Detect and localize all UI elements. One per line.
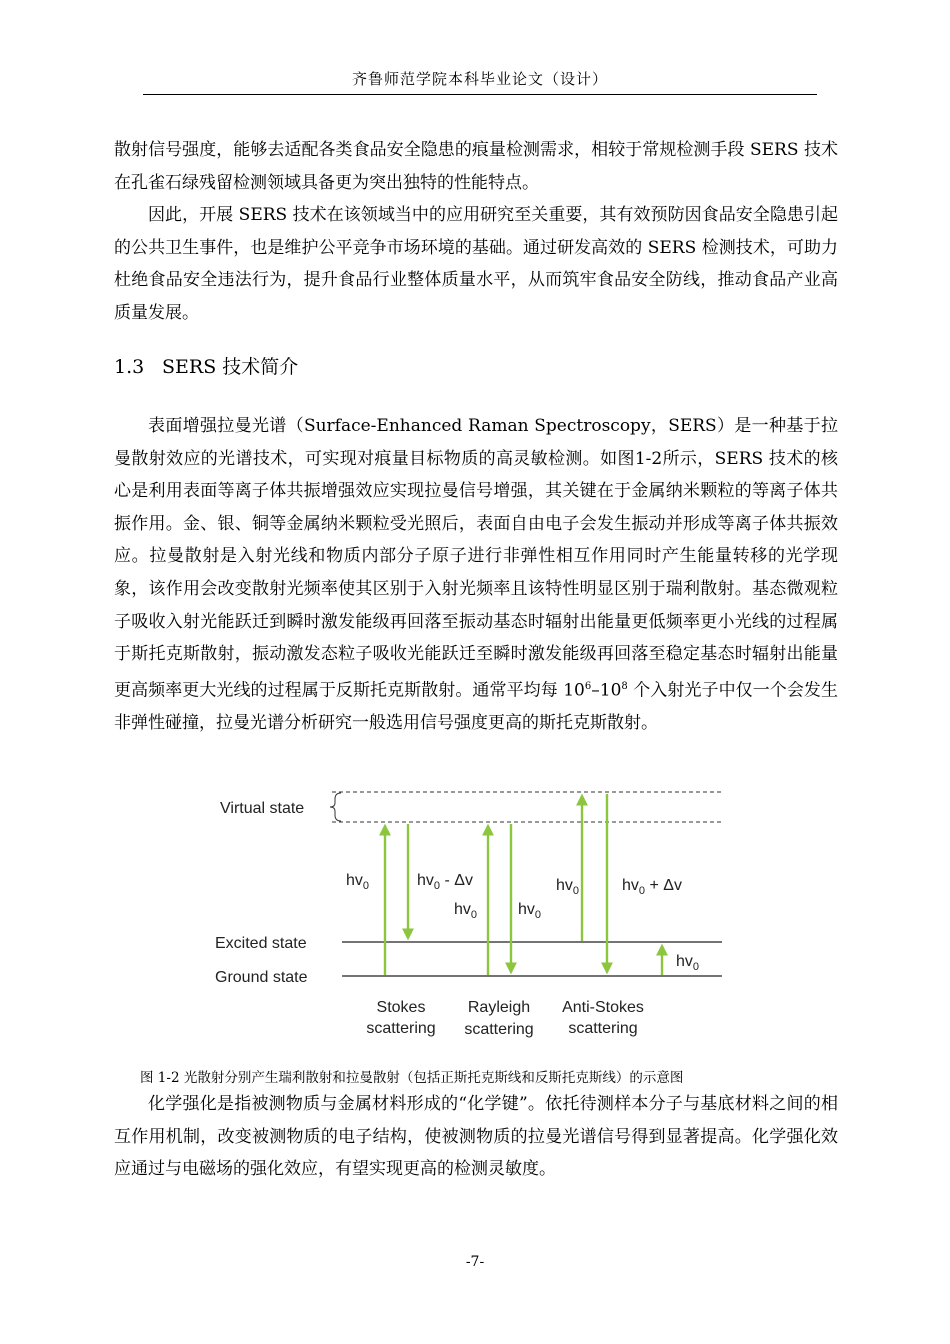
rayleigh-label-line1: Rayleigh (467, 999, 531, 1016)
rayleigh-hv0-out-label: $hv_0$ (518, 901, 542, 921)
virtual-state-label: Virtual state (220, 800, 305, 817)
paragraph-3-text-a: 表面增强拉曼光谱（Surface-Enhanced Raman Spectroscopy，SERS）是一种基于拉曼散射效应的光谱技术，可实现对痕量目标物质的高灵敏检测。如图1-2所示，SERS 技术的核心是利用表面等离子体共振增强效应实现拉曼信号增强，其关键在于金属纳米颗粒的等离子体共振作用。金、银、铜等金属纳米颗粒受光照后，表面自由电子会发生振动并形成等离子体共振效应。拉曼散射是入射光线和物质内部分子原子进行非弹性相互作用同时产生能量转移的光学现象，该作用会改变散射光频率使其区别于入射光频率且该特性明显区别于瑞利散射。基态微观粒子吸收入射光能跃迁到瞬时激发能级再回落至振动基态时辐射出能量更低频率更小光线的过程属于斯托克斯散射，振动激发态粒子吸收光能跃迁至瞬时激发能级再回落至稳定基态时辐射出能量更高频率更大光线的过程属于反斯托克斯散射。通常平均每 10 (114, 416, 838, 701)
energy-level-diagram (210, 784, 730, 1044)
stokes-hv0-minus-dv-label: $hv_0$ - Δv (417, 872, 473, 892)
stokes-hv0-label: $hv_0$ (346, 872, 370, 892)
energy-diagram-svg (210, 784, 730, 1044)
anti-stokes-hv0-label: $hv_0$ (556, 877, 580, 897)
ground-state-label: Ground state (215, 969, 308, 986)
stokes-label-line1: Stokes (376, 999, 426, 1016)
header-rule (143, 94, 817, 95)
figure-caption: 图 1-2 光散射分别产生瑞利散射和拉曼散射（包括正斯托克斯线和反斯托克斯线）的示意图 (140, 1070, 684, 1086)
anti-stokes-label-line1: Anti-Stokes (562, 999, 644, 1016)
paragraph-3 (114, 410, 838, 740)
paragraph-1: 散射信号强度，能够去适配各类食品安全隐患的痕量检测需求，相较于常规检测手段 SERS 技术在孔雀石绿残留检测领域具备更为突出独特的性能特点。 (114, 140, 838, 193)
virtual-state-brace (330, 793, 341, 821)
anti-stokes-label-line2: scattering (568, 1020, 638, 1037)
section-number: 1.3 (114, 356, 145, 378)
running-header: 齐鲁师范学院本科毕业论文（设计） (351, 70, 608, 88)
paragraph-3-text-c: 个入射光子中仅一个会发生非弹性碰撞，拉曼光谱分析研究一般选用信号强度更高的斯托克斯散射。 (114, 680, 838, 733)
paragraph-2: 因此，开展 SERS 技术在该领域当中的应用研究至关重要，其有效预防因食品安全隐患引起的公共卫生事件，也是维护公平竞争市场环境的基础。通过研发高效的 SERS 检测技术，可助力杜绝食品安全违法行为，提升食品行业整体质量水平，从而筑牢食品安全防线，推动食品产业高质量发展。 (114, 205, 838, 323)
rayleigh-hv0-in-label: $hv_0$ (454, 901, 478, 921)
excited-state-label: Excited state (215, 935, 307, 952)
exponent-8: 8 (621, 680, 628, 692)
rayleigh-label-line2: scattering (464, 1021, 534, 1038)
paragraph-4: 化学强化是指被测物质与金属材料形成的“化学键”。依托待测样本分子与基底材料之间的相互作用机制，改变被测物质的电子结构，使被测物质的拉曼光谱信号得到显著提高。化学强化效应通过与电磁场的强化效应，有望实现更高的检测灵敏度。 (114, 1094, 838, 1180)
page-number: -7- (465, 1254, 485, 1270)
paragraph-3-text-b: –10 (591, 680, 622, 701)
section-heading (114, 352, 298, 379)
exponent-6: 6 (584, 680, 592, 692)
anti-stokes-hv0-plus-dv-label: $hv_0 + \Delta v$ (622, 877, 682, 897)
vibrational-hv0-label: $hv_0$ (676, 953, 700, 973)
stokes-label-line2: scattering (366, 1020, 436, 1037)
section-title: SERS 技术简介 (162, 356, 299, 378)
